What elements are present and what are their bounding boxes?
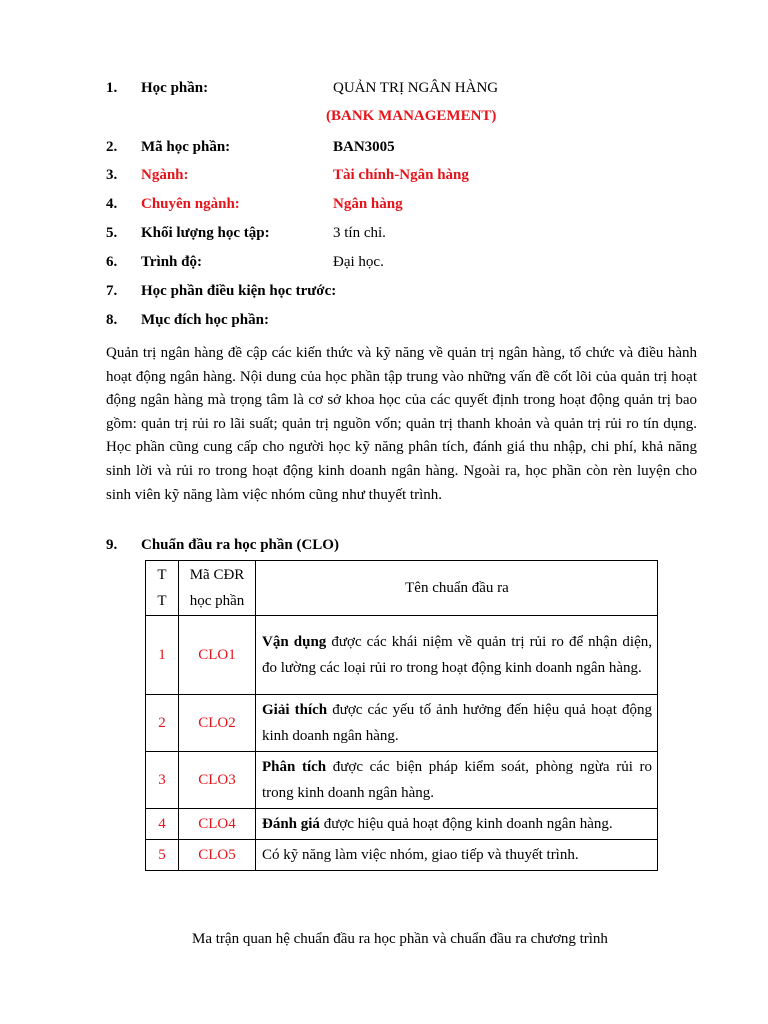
clo-text: được các biện pháp kiểm soát, phòng ngừa rủi ro trong kinh doanh ngân hàng. <box>262 759 653 801</box>
item-course-name <box>0 76 768 100</box>
clo-table <box>145 560 658 871</box>
clo-code: CLO2 <box>179 695 256 752</box>
clo-code: CLO4 <box>179 809 256 840</box>
table-row <box>146 695 658 752</box>
table-header-row <box>146 561 658 616</box>
item-number: 7. <box>106 283 118 299</box>
item-label: Chuyên ngành: <box>141 196 240 212</box>
item-purpose <box>0 308 768 332</box>
item-specialization <box>0 192 768 216</box>
item-major <box>0 163 768 187</box>
item-label: Học phần điều kiện học trước: <box>141 283 337 299</box>
item-label: Học phần: <box>141 80 209 96</box>
clo-verb: Vận dụng <box>262 634 327 650</box>
specialization-value: Ngân hàng <box>333 196 403 212</box>
credits-value: 3 tín chỉ. <box>333 225 386 241</box>
header-tt: T T <box>146 561 179 616</box>
item-number: 2. <box>106 139 118 155</box>
table-row <box>146 840 658 871</box>
row-index: 1 <box>146 616 179 695</box>
clo-code: CLO1 <box>179 616 256 695</box>
row-index: 5 <box>146 840 179 871</box>
clo-text: được các khái niệm về quản trị rủi ro để nhận diện, đo lường các loại rủi ro trong hoạt động kinh doanh ngân hàng. <box>262 634 652 676</box>
item-number: 3. <box>106 167 118 183</box>
item-level <box>0 250 768 274</box>
clo-verb: Đánh giá <box>262 816 320 832</box>
item-number: 5. <box>106 225 118 241</box>
item-label: Khối lượng học tập: <box>141 225 270 241</box>
item-number: 9. <box>106 537 118 553</box>
item-number: 4. <box>106 196 118 212</box>
course-code: BAN3005 <box>333 139 395 155</box>
table-row <box>146 616 658 695</box>
clo-description <box>256 809 658 840</box>
purpose-paragraph: Quản trị ngân hàng đề cập các kiến thức và kỹ năng về quản trị ngân hàng, tổ chức và điều hành hoạt động ngân hàng. Nội dung của học phần tập trung vào những vấn đề cốt lõi của quản trị hoạt động ngân hàng mà trọng tâm là cơ sở khoa học của các quyết định trong hoạt động quản trị bao gồm: quản trị rủi ro lãi suất; quản trị nguồn vốn; quản trị thanh khoản và quản trị rủi ro tín dụng. Học phần cũng cung cấp cho người học kỹ năng phân tích, đánh giá thu nhập, chi phí, khả năng sinh lời và rủi ro trong hoạt động kinh doanh ngân hàng. Ngoài ra, học phần còn rèn luyện cho sinh viên kỹ năng làm việc nhóm cũng như thuyết trình. <box>106 345 697 503</box>
item-number: 8. <box>106 312 118 328</box>
course-title-vi: QUẢN TRỊ NGÂN HÀNG <box>333 80 499 96</box>
clo-description <box>256 616 658 695</box>
level-value: Đại học. <box>333 254 384 270</box>
header-code: Mã CĐR học phần <box>179 561 256 616</box>
clo-code: CLO5 <box>179 840 256 871</box>
item-clo <box>0 533 768 557</box>
clo-description <box>256 752 658 809</box>
major-value: Tài chính-Ngân hàng <box>333 167 469 183</box>
item-label: Mã học phần: <box>141 139 231 155</box>
row-index: 3 <box>146 752 179 809</box>
clo-code: CLO3 <box>179 752 256 809</box>
clo-text: được các yếu tố ảnh hưởng đến hiệu quả hoạt động kinh doanh ngân hàng. <box>262 702 652 744</box>
clo-verb: Phân tích <box>262 759 327 775</box>
course-title-en: (BANK MANAGEMENT) <box>326 108 497 124</box>
clo-text: được hiệu quả hoạt động kinh doanh ngân hàng. <box>319 816 613 832</box>
clo-text: Có kỹ năng làm việc nhóm, giao tiếp và thuyết trình. <box>262 847 579 863</box>
table-row <box>146 809 658 840</box>
row-index: 4 <box>146 809 179 840</box>
header-name: Tên chuẩn đầu ra <box>256 561 658 616</box>
clo-verb: Giải thích <box>262 702 328 718</box>
item-prerequisite <box>0 279 768 303</box>
row-index: 2 <box>146 695 179 752</box>
clo-description <box>256 840 658 871</box>
clo-description <box>256 695 658 752</box>
item-number: 1. <box>106 80 118 96</box>
item-number: 6. <box>106 254 118 270</box>
item-label: Chuẩn đầu ra học phần (CLO) <box>141 537 339 553</box>
item-label: Mục đích học phần: <box>141 312 269 328</box>
item-label: Trình độ: <box>141 254 202 270</box>
item-credits <box>0 221 768 245</box>
matrix-caption: Ma trận quan hệ chuẩn đầu ra học phần và chuẩn đầu ra chương trình <box>192 931 608 947</box>
item-label: Ngành: <box>141 167 189 183</box>
item-course-code <box>0 135 768 159</box>
table-row <box>146 752 658 809</box>
